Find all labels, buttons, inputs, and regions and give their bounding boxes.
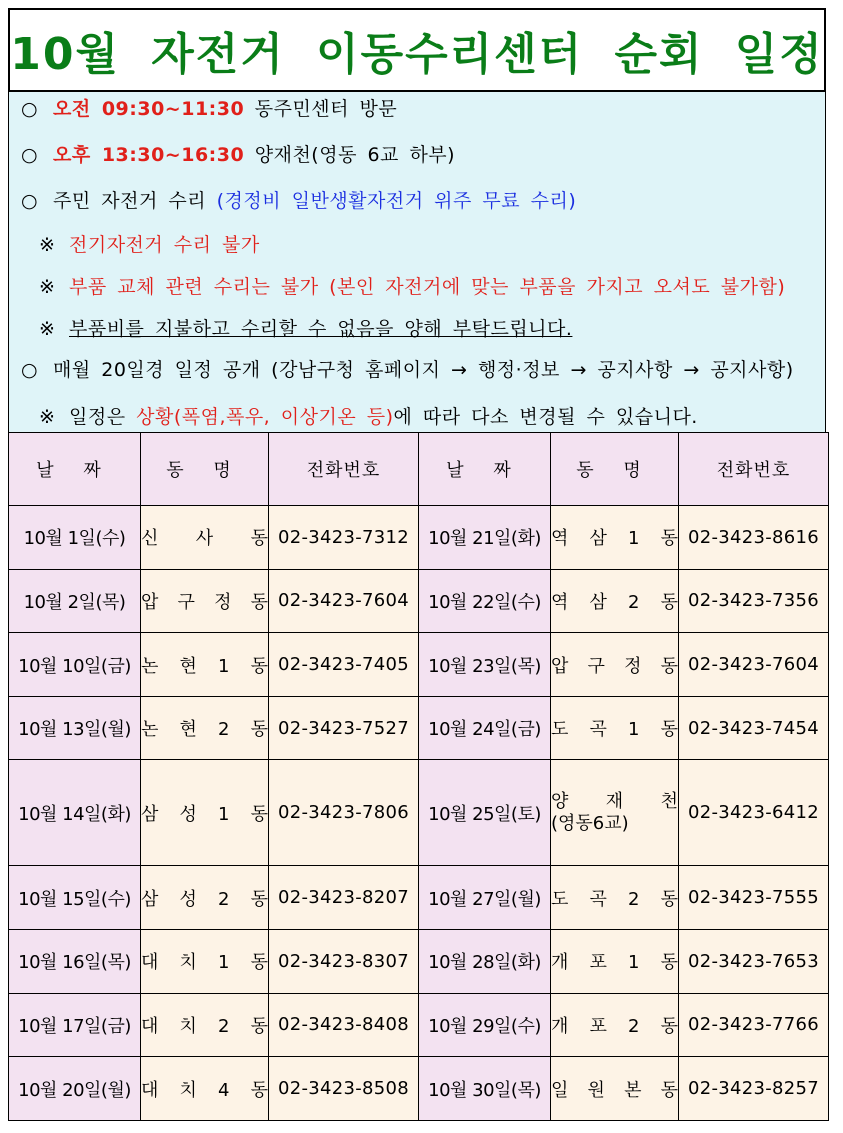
table-row [9, 633, 829, 697]
schedule-table [8, 432, 829, 1121]
date-cell: 10월 23일(목) [419, 633, 551, 697]
table-row [9, 993, 829, 1057]
morning-time: 오전 09:30~11:30 [53, 98, 245, 120]
info-afternoon [21, 143, 455, 167]
reference-mark-icon: ※ [39, 276, 56, 298]
table-header-row [9, 433, 829, 506]
publish-text: 매월 20일경 일정 공개 (강남구청 홈페이지 → 행정·정보 → 공지사항 → 공지사항) [53, 359, 794, 381]
dong-cell: 개 포 1 동 [551, 930, 679, 994]
dong-cell: 논 현 1 동 [141, 633, 269, 697]
phone-cell: 02-3423-8616 [679, 506, 829, 570]
phone-cell: 02-3423-6412 [679, 760, 829, 866]
header-date: 날 짜 [419, 433, 551, 506]
date-cell: 10월 29일(수) [419, 993, 551, 1057]
note-weather [39, 405, 698, 429]
header-dong: 동 명 [551, 433, 679, 506]
note-weather-post: 에 따라 다소 변경될 수 있습니다. [393, 406, 698, 428]
table-row [9, 506, 829, 570]
phone-cell: 02-3423-8508 [269, 1057, 419, 1121]
dong-cell: 개 포 2 동 [551, 993, 679, 1057]
phone-cell: 02-3423-8257 [679, 1057, 829, 1121]
phone-cell: 02-3423-7806 [269, 760, 419, 866]
dong-cell: 대 치 1 동 [141, 930, 269, 994]
note-parts-text: 부품 교체 관련 수리는 불가 (본인 자전거에 맞는 부품을 가지고 오셔도 불가함) [69, 276, 786, 298]
header-date: 날 짜 [9, 433, 141, 506]
dong-cell: 역 삼 2 동 [551, 569, 679, 633]
dong-cell: 삼 성 2 동 [141, 866, 269, 930]
dong-cell: 대 치 2 동 [141, 993, 269, 1057]
circle-bullet-icon: ○ [21, 144, 39, 166]
date-cell: 10월 22일(수) [419, 569, 551, 633]
date-cell: 10월 2일(목) [9, 569, 141, 633]
date-cell: 10월 10일(금) [9, 633, 141, 697]
reference-mark-icon: ※ [39, 234, 56, 256]
page-title: 10월 자전거 이동수리센터 순회 일정 [10, 29, 824, 80]
reference-mark-icon: ※ [39, 406, 56, 428]
table-row [9, 866, 829, 930]
note-cost-text: 부품비를 지불하고 수리할 수 없음을 양해 부탁드립니다. [69, 318, 573, 340]
dong-cell [551, 760, 679, 866]
dong-cell: 대 치 4 동 [141, 1057, 269, 1121]
table-row [9, 760, 829, 866]
date-cell: 10월 13일(월) [9, 696, 141, 760]
phone-cell: 02-3423-7604 [679, 633, 829, 697]
note-electric-text: 전기자전거 수리 불가 [69, 234, 260, 256]
note-weather-red: 상황(폭염,폭우, 이상기온 등) [136, 406, 394, 428]
dong-cell: 도 곡 2 동 [551, 866, 679, 930]
note-parts [39, 275, 785, 299]
phone-cell: 02-3423-8307 [269, 930, 419, 994]
table-row [9, 930, 829, 994]
note-weather-pre: 일정은 [69, 406, 137, 428]
dong-name-line: 양 재 천 [551, 790, 678, 812]
table-row [9, 569, 829, 633]
morning-text: 동주민센터 방문 [244, 98, 398, 120]
info-publish [21, 358, 794, 382]
date-cell: 10월 30일(목) [419, 1057, 551, 1121]
header-phone: 전화번호 [269, 433, 419, 506]
dong-sub-line: (영동6교) [551, 812, 629, 834]
repair-note: (경정비 일반생활자전거 위주 무료 수리) [216, 190, 577, 212]
dong-cell: 도 곡 1 동 [551, 696, 679, 760]
date-cell: 10월 1일(수) [9, 506, 141, 570]
note-electric [39, 233, 260, 257]
dong-cell: 논 현 2 동 [141, 696, 269, 760]
circle-bullet-icon: ○ [21, 98, 39, 120]
phone-cell: 02-3423-7405 [269, 633, 419, 697]
date-cell: 10월 16일(목) [9, 930, 141, 994]
phone-cell: 02-3423-8207 [269, 866, 419, 930]
phone-cell: 02-3423-7454 [679, 696, 829, 760]
repair-text: 주민 자전거 수리 [53, 190, 217, 212]
date-cell: 10월 25일(토) [419, 760, 551, 866]
phone-cell: 02-3423-7766 [679, 993, 829, 1057]
date-cell: 10월 27일(월) [419, 866, 551, 930]
date-cell: 10월 14일(화) [9, 760, 141, 866]
circle-bullet-icon: ○ [21, 359, 39, 381]
dong-cell: 삼 성 1 동 [141, 760, 269, 866]
date-cell: 10월 28일(화) [419, 930, 551, 994]
phone-cell: 02-3423-7604 [269, 569, 419, 633]
dong-cell: 압 구 정 동 [141, 569, 269, 633]
header-dong: 동 명 [141, 433, 269, 506]
info-morning [21, 97, 397, 121]
phone-cell: 02-3423-7555 [679, 866, 829, 930]
info-repair [21, 189, 576, 213]
dong-cell: 압 구 정 동 [551, 633, 679, 697]
note-cost [39, 317, 572, 341]
afternoon-time: 오후 13:30~16:30 [53, 144, 245, 166]
date-cell: 10월 17일(금) [9, 993, 141, 1057]
date-cell: 10월 21일(화) [419, 506, 551, 570]
dong-cell: 신 사 동 [141, 506, 269, 570]
dong-cell: 일 원 본 동 [551, 1057, 679, 1121]
date-cell: 10월 15일(수) [9, 866, 141, 930]
phone-cell: 02-3423-7312 [269, 506, 419, 570]
date-cell: 10월 20일(월) [9, 1057, 141, 1121]
reference-mark-icon: ※ [39, 318, 56, 340]
phone-cell: 02-3423-7356 [679, 569, 829, 633]
dong-cell: 역 삼 1 동 [551, 506, 679, 570]
afternoon-text: 양재천(영동 6교 하부) [244, 144, 456, 166]
title-box [8, 8, 826, 92]
table-row [9, 696, 829, 760]
circle-bullet-icon: ○ [21, 190, 39, 212]
info-panel [8, 92, 826, 432]
date-cell: 10월 24일(금) [419, 696, 551, 760]
header-phone: 전화번호 [679, 433, 829, 506]
table-row [9, 1057, 829, 1121]
phone-cell: 02-3423-7653 [679, 930, 829, 994]
phone-cell: 02-3423-7527 [269, 696, 419, 760]
phone-cell: 02-3423-8408 [269, 993, 419, 1057]
